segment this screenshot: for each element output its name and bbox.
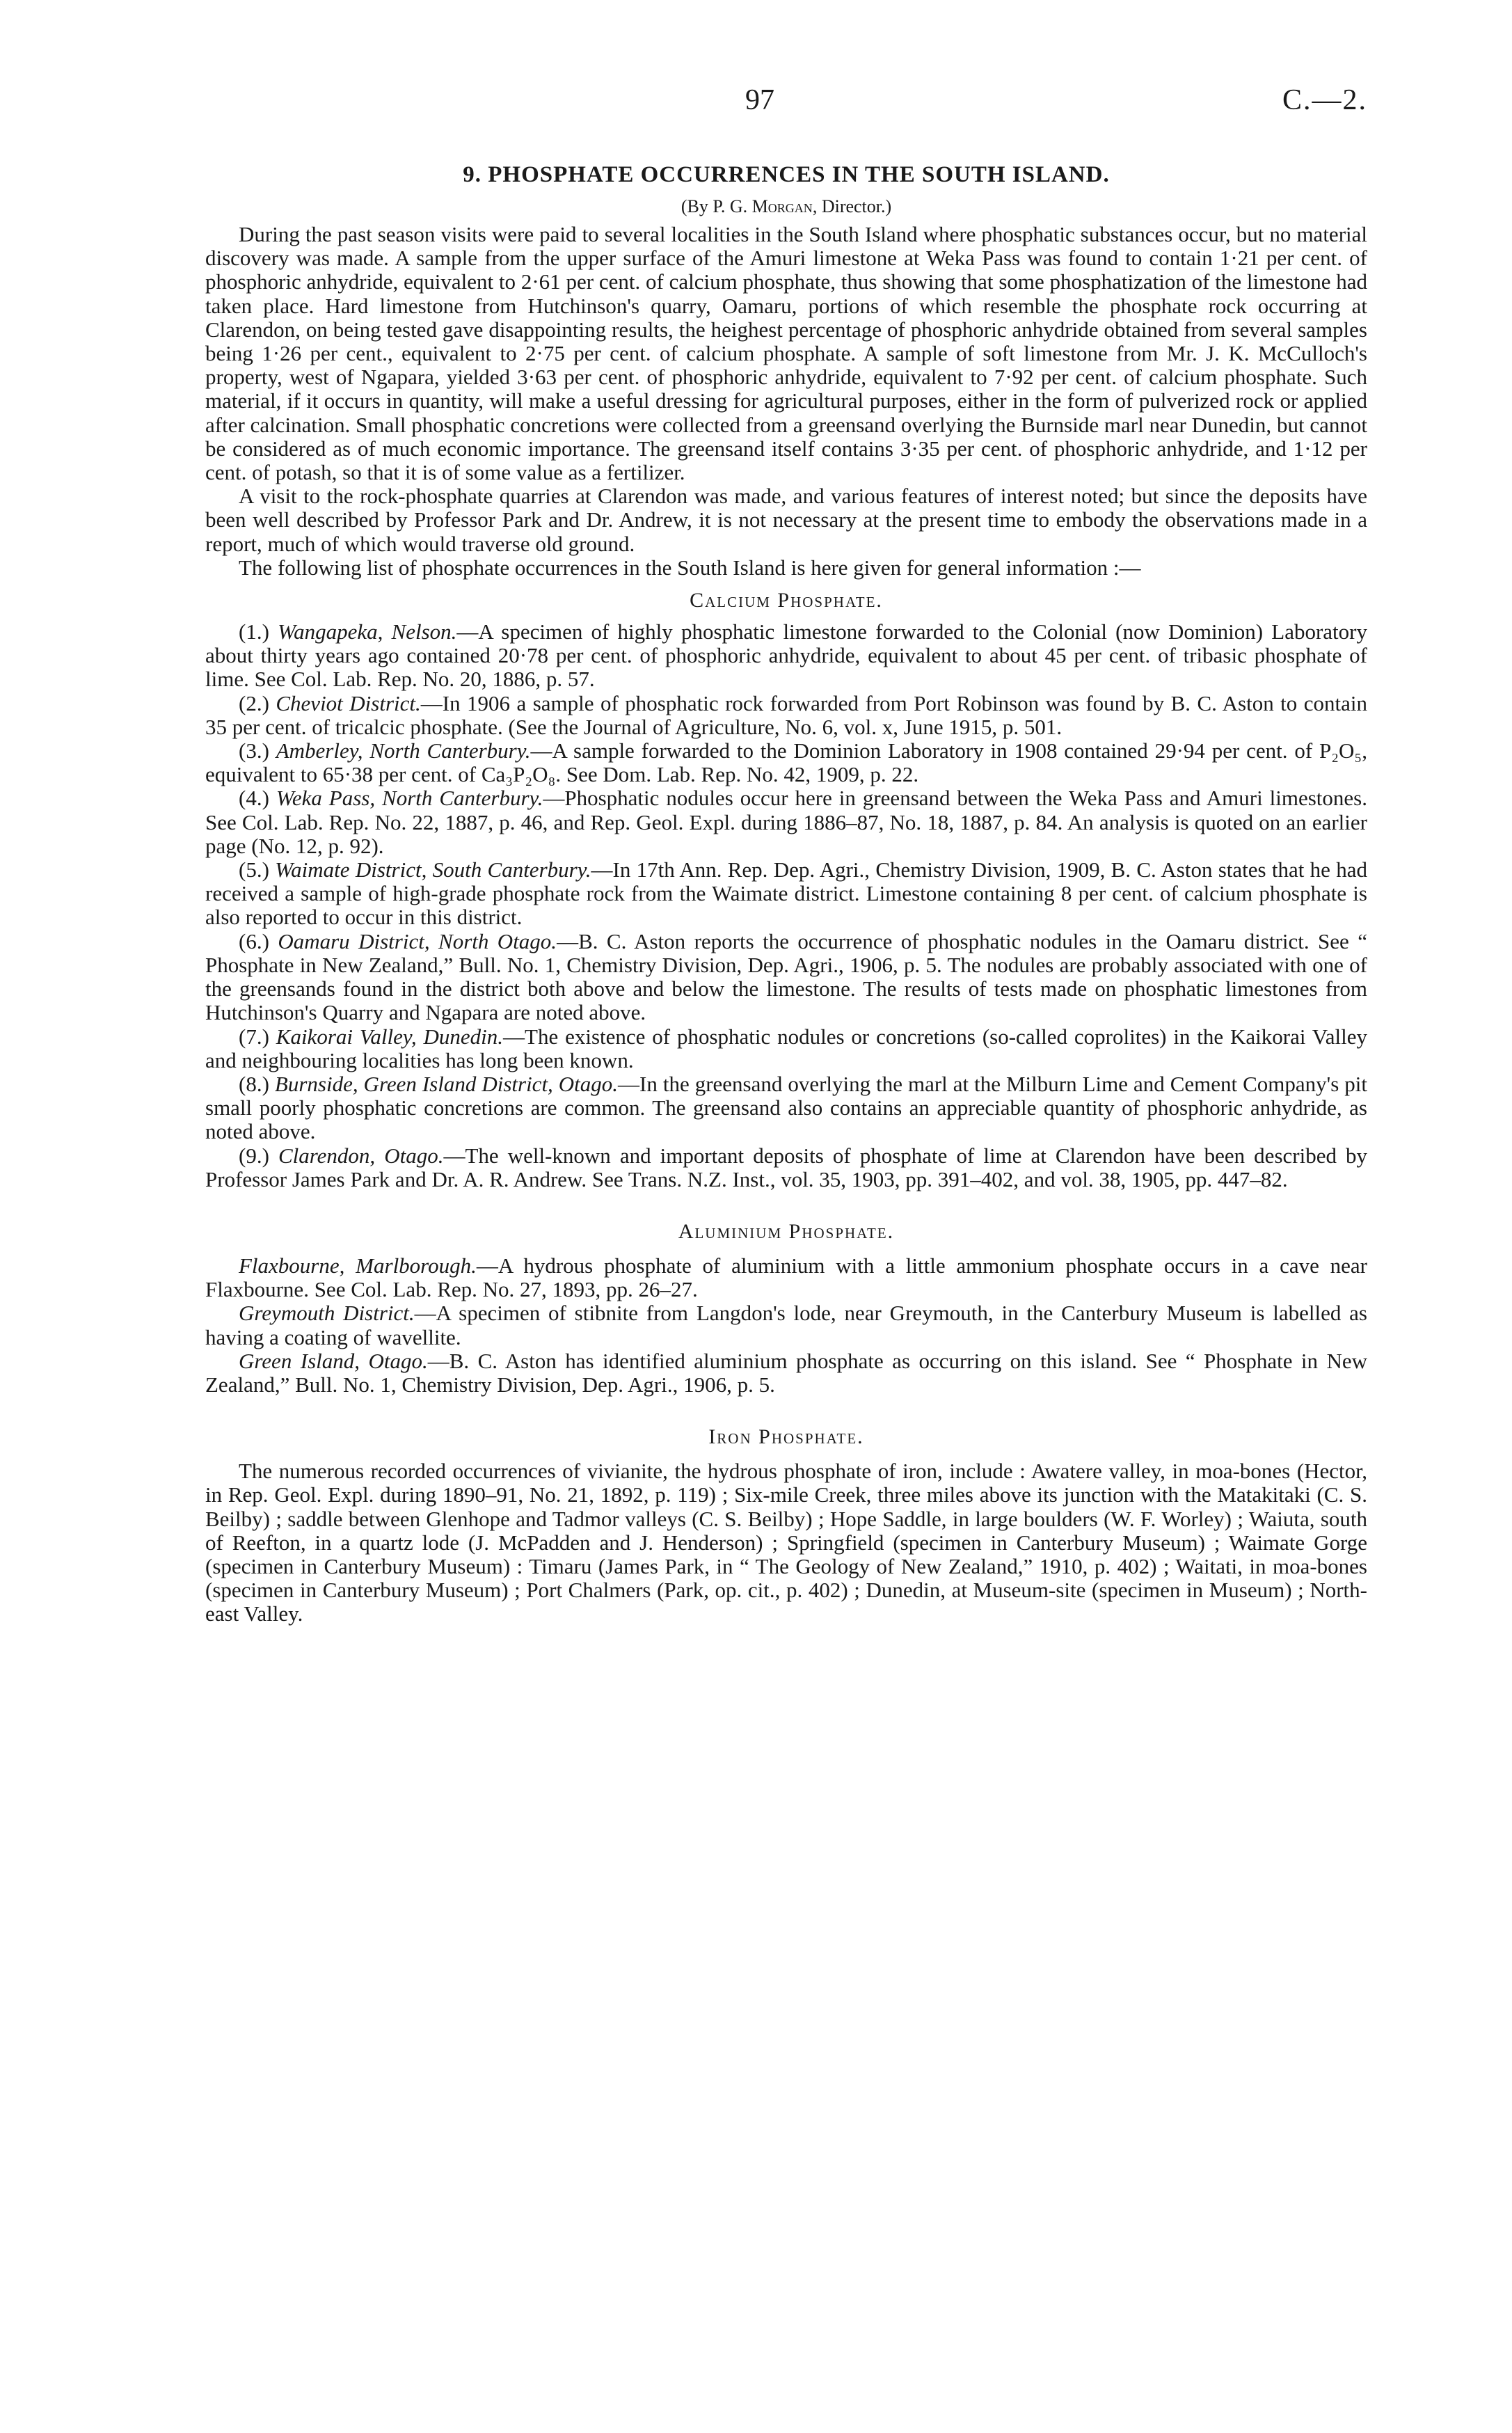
item-text: —The well-known and important deposits of phosphate of lime at Clarendon have been described by Professor James Park and Dr. A. R. Andrew. See Trans. N.Z. Inst., vol. 35, 1903, pp. 391–402, and vol. 38, 1905, pp. 447–82. [205,1143,1367,1191]
item-locality: Wangapeka, Nelson. [278,619,457,644]
item-number: (4.) [239,786,276,811]
calcium-item [205,930,1367,1025]
item-number: (2.) [239,690,276,715]
item-number: (5.) [239,857,276,882]
intro-paragraph-2: A visit to the rock-phosphate quarries at Clarendon was made, and various features of interest noted; but since the deposits have been well described by Professor Park and Dr. Andrew, it is not necessary at the present time to embody the observations made in a report, much of which would traverse old ground. [205,484,1367,556]
item-text: —In 1906 a sample of phosphatic rock forwarded from Port Robinson was found by B. C. Aston to contain 35 per cent. of tricalcic phosphate. (See the Journal of Agriculture, No. 6, vol. x, June 1915, p. 501. [205,690,1367,739]
section-title: 9. PHOSPHATE OCCURRENCES IN THE SOUTH ISLAND. [463,162,1110,187]
item-locality: Cheviot District. [276,690,421,715]
author-prefix: (By P. G. [681,196,752,216]
calcium-phosphate-heading: Calcium Phosphate. [690,589,883,612]
item-text: —A sample forwarded to the Dominion Laboratory in 1908 contained 29·94 per cent. of P₂O₅, equivalent to 65·38 per cent. of Ca₃P₂O₈. See Dom. Lab. Rep. No. 42, 1909, p. 22. [205,738,1367,787]
item-locality: Oamaru District, North Otago. [278,928,557,953]
item-text: —A specimen of highly phosphatic limestone forwarded to the Colonial (now Dominion) Laboratory about thirty years ago contained 20·78 per cent. of phosphoric anhydride, equivalent to about 45 per cent. of tribasic phosphate of lime. See Col. Lab. Rep. No. 20, 1886, p. 57. [205,619,1367,692]
iron-paragraph: The numerous recorded occurrences of vivianite, the hydrous phosphate of iron, include : Awatere valley, in moa-bones (Hector, in Rep. Geol. Expl. during 1890–91, No. 21, 1892, p. 119) ; Six-mile Creek, three miles above its junction with the Matakitaki (C. S. Beilby) ; saddle between Glenhope and Tadmor valleys (C. S. Beilby) ; Hope Saddle, in large boulders (W. F. Worley) ; Waiuta, south of Reefton, in a quartz lode (J. McPadden and J. Henderson) ; Springfield (specimen in Canterbury Museum) ; Waimate Gorge (specimen in Canterbury Museum) : Timaru (James Park, in “ The Geology of New Zealand,” 1910, p. 402) ; Waitati, in moa-bones (specimen in Canterbury Museum) ; Port Chalmers (Park, op. cit., p. 402) ; Dunedin, at Museum-site (specimen in Museum) ; North-east Valley. [205,1459,1367,1626]
document-page [205,0,1367,1626]
intro-paragraph-1: During the past season visits were paid to several localities in the South Island where phosphatic substances occur, but no material discovery was made. A sample from the upper surface of the Amuri limestone at Weka Pass was found to contain 1·21 per cent. of phosphoric anhydride, equivalent to 2·61 per cent. of calcium phosphate, thus showing that some phosphatization of the limestone had taken place. Hard limestone from Hutchinson's quarry, Oamaru, portions of which resemble the phosphate rock occurring at Clarendon, on being tested gave disappointing results, the heighest percentage of phosphoric anhydride obtained from several samples being 1·26 per cent., equivalent to 2·75 per cent. of calcium phosphate. A sample of soft limestone from Mr. J. K. McCulloch's property, west of Ngapara, yielded 3·63 per cent. of phosphoric anhydride, equivalent to 7·92 per cent. of calcium phosphate. Such material, if it occurs in quantity, will make a useful dressing for agricultural purposes, either in the form of pulverized rock or applied after calcination. Small phosphatic concretions were collected from a greensand overlying the Burnside marl near Dunedin, but cannot be considered as of much economic importance. The greensand itself contains 3·35 per cent. of phosphoric anhydride, and 1·12 per cent. of potash, so that it is of some value as a fertilizer. [205,222,1367,485]
calcium-item [205,692,1367,739]
calcium-item [205,786,1367,858]
item-number: (8.) [239,1071,275,1096]
item-locality: Weka Pass, North Canterbury. [276,786,543,811]
item-text: —In 17th Ann. Rep. Dep. Agri., Chemistry Division, 1909, B. C. Aston states that he had received a sample of high-grade phosphate rock from the Waimate district. Limestone containing 8 per cent. of calcium phosphate is also reported to occur in this district. [205,857,1367,930]
author-name: Morgan [751,196,813,216]
calcium-item [205,620,1367,692]
item-text: —B. C. Aston has identified aluminium phosphate as occurring on this island. See “ Phosphate in New Zealand,” Bull. No. 1, Chemistry Division, Dep. Agri., 1906, p. 5. [205,1348,1367,1397]
page-header [205,0,1367,160]
item-locality: Burnside, Green Island District, Otago. [274,1071,619,1096]
item-locality: Kaikorai Valley, Dunedin. [276,1024,504,1049]
iron-phosphate-heading: Iron Phosphate. [708,1425,864,1449]
calcium-item [205,1072,1367,1144]
item-locality: Greymouth District. [239,1301,415,1326]
item-number: (1.) [239,619,278,644]
aluminium-item [205,1301,1367,1349]
calcium-item [205,739,1367,786]
calcium-item [205,1025,1367,1072]
item-number: (3.) [239,738,276,763]
intro-paragraph-3: The following list of phosphate occurrences in the South Island is here given for general information :— [239,555,1141,580]
aluminium-item [205,1254,1367,1301]
item-number: (9.) [239,1143,278,1168]
item-text: —A hydrous phosphate of aluminium with a little ammonium phosphate occurs in a cave near Flaxbourne. See Col. Lab. Rep. No. 27, 1893, pp. 26–27. [205,1253,1368,1302]
calcium-item [205,858,1367,930]
item-number: (7.) [239,1024,276,1049]
aluminium-item [205,1349,1367,1397]
item-text: —B. C. Aston reports the occurrence of phosphatic nodules in the Oamaru district. See “ Phosphate in New Zealand,” Bull. No. 1, Chemistry Division, Dep. Agri., 1906, p. 5. The nodules are probably associated with one of the greensands found in the district both above and below the limestone. The results of tests made on phosphatic limestones from Hutchinson's Quarry and Ngapara are noted above. [205,928,1367,1025]
author-suffix: , Director.) [812,196,892,216]
item-text: —The existence of phosphatic nodules or concretions (so-called coprolites) in the Kaikorai Valley and neighbouring localities has long been known. [205,1024,1367,1072]
item-locality: Green Island, Otago. [239,1348,428,1373]
item-number: (6.) [239,928,278,953]
item-text: —A specimen of stibnite from Langdon's lode, near Greymouth, in the Canterbury Museum is labelled as having a coating of wavellite. [205,1301,1367,1349]
calcium-item [205,1144,1367,1191]
item-text: —Phosphatic nodules occur here in greensand between the Weka Pass and Amuri limestones. See Col. Lab. Rep. No. 22, 1887, p. 46, and Rep. Geol. Expl. during 1886–87, No. 18, 1887, p. 84. An analysis is quoted on an earlier page (No. 12, p. 92). [205,786,1367,858]
item-locality: Clarendon, Otago. [278,1143,444,1168]
page-number: 97 [745,84,774,116]
item-text: —In the greensand overlying the marl at the Milburn Lime and Cement Company's pit small poorly phosphatic concretions are common. The greensand also contains an appreciable quantity of phosphoric anhydride, as noted above. [205,1071,1368,1144]
aluminium-phosphate-heading: Aluminium Phosphate. [678,1219,895,1243]
item-locality: Amberley, North Canterbury. [276,738,531,763]
report-code: C.—2. [1282,84,1367,116]
author-line [205,195,1367,219]
item-locality: Flaxbourne, Marlborough. [239,1253,477,1278]
item-locality: Waimate District, South Canterbury. [275,857,591,882]
